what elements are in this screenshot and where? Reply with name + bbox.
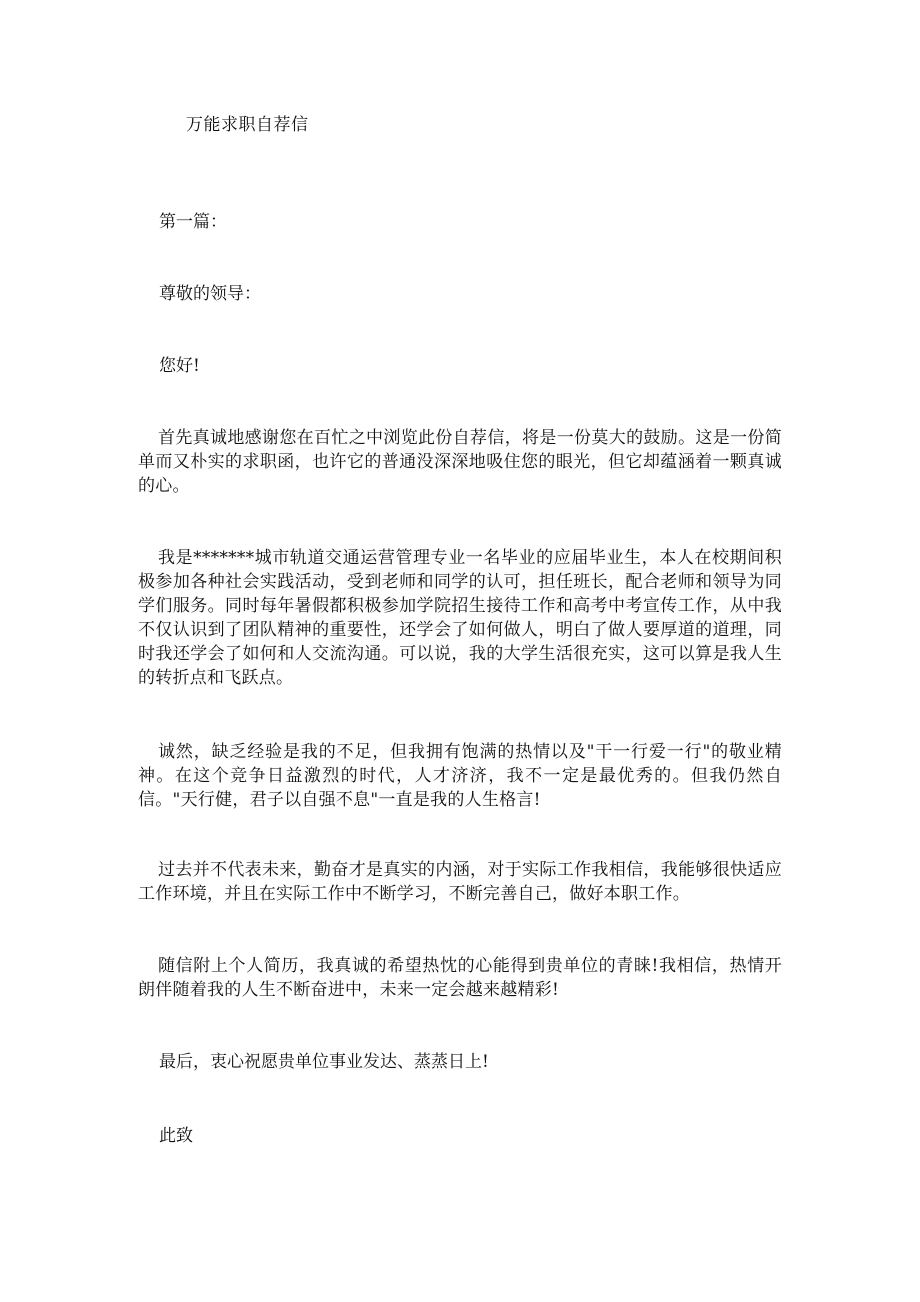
closing: 此致 [159,1126,193,1146]
salutation: 尊敬的领导： [159,284,261,304]
paragraph-confidence: 诚然，缺乏经验是我的不足，但我拥有饱满的热情以及"干一行爱一行"的敬业精神。在这个竞争日益激烈的时代，人才济济，我不一定是最优秀的。但我仍然自信。"天行健，君子以自强不息"一直是我的人生格言! [138,742,782,810]
section-heading: 第一篇： [159,212,227,232]
paragraph-intro: 首先真诚地感谢您在百忙之中浏览此份自荐信，将是一份莫大的鼓励。这是一份简单而又朴实的求职函，也许它的普通没深深地吸住您的眼光，但它却蕴涵着一颗真诚的心。 [138,428,782,496]
document-title: 万能求职自荐信 [186,115,309,135]
greeting: 您好! [159,356,200,376]
paragraph-background: 我是*******城市轨道交通运营管理专业一名毕业的应届毕业生，本人在校期间积极参加各种社会实践活动，受到老师和同学的认可，担任班长，配合老师和领导为同学们服务。同时每年暑假都积极参加学院招生接待工作和高考中考宣传工作，从中我不仅认识到了团队精神的重要性，还学会了如何做人，明白了做人要厚道的道理，同时我还学会了如何和人交流沟通。可以说，我的大学生活很充实，这可以算是我人生的转折点和飞跃点。 [138,548,782,688]
closing-wish: 最后，衷心祝愿贵单位事业发达、蒸蒸日上! [159,1052,489,1072]
paragraph-resume: 随信附上个人简历，我真诚的希望热忱的心能得到贵单位的青睐!我相信，热情开朗伴随着我的人生不断奋进中，未来一定会越来越精彩! [138,956,782,1000]
paragraph-future: 过去并不代表未来，勤奋才是真实的内涵，对于实际工作我相信，我能够很快适应工作环境，并且在实际工作中不断学习，不断完善自己，做好本职工作。 [138,860,782,904]
